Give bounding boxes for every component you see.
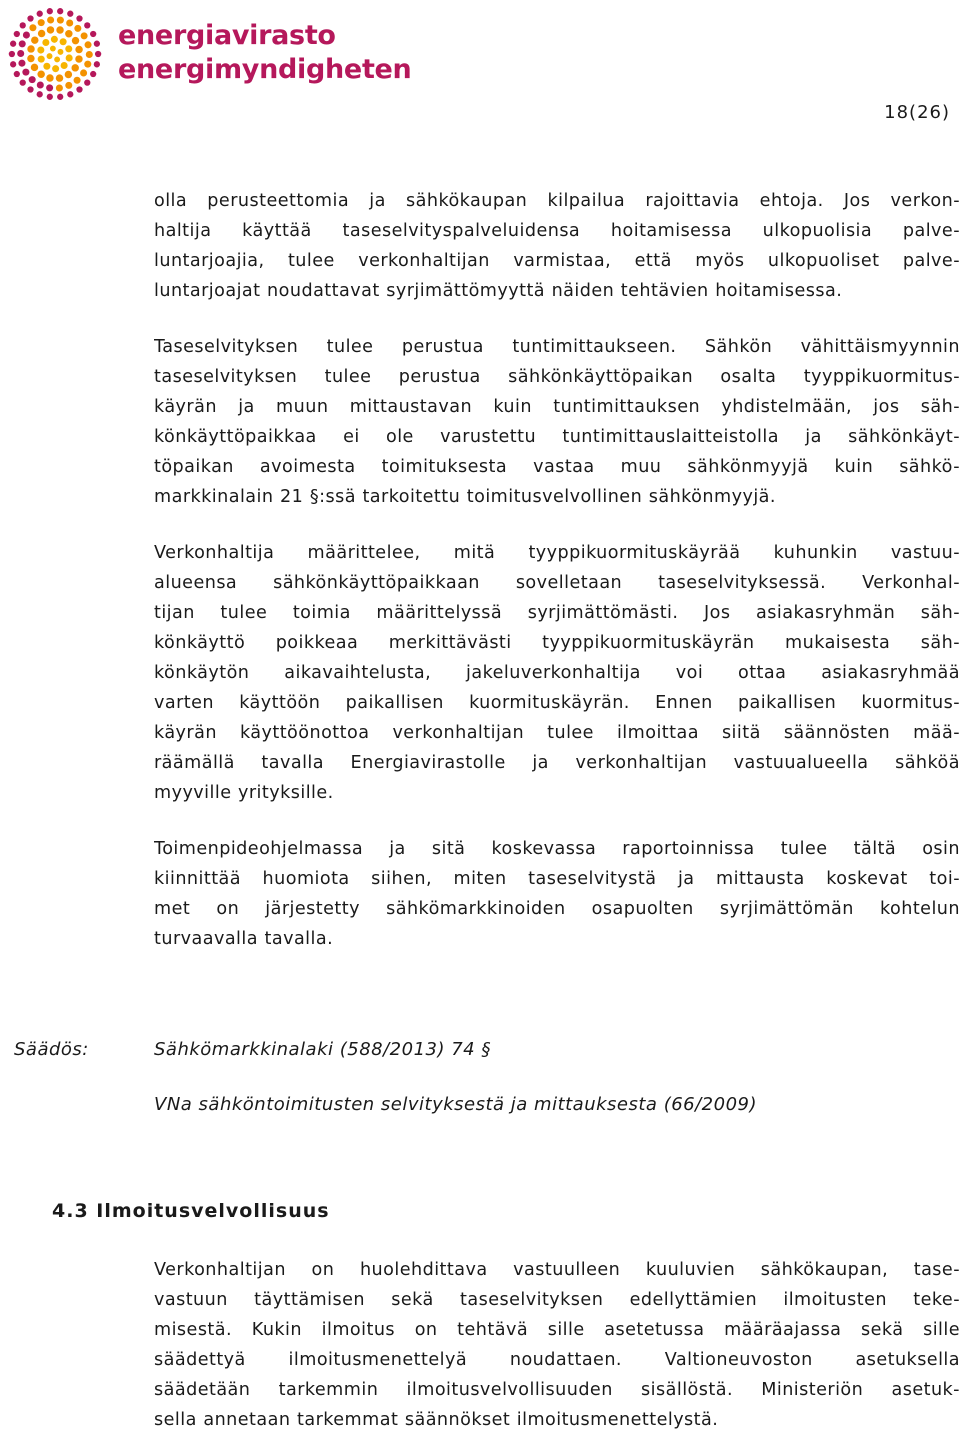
text-line: säädettyä ilmoitusmenettelyä noudattaen. Valtioneuvoston asetuksella bbox=[154, 1350, 960, 1370]
logo-dot bbox=[42, 39, 49, 46]
text-line: Toimenpideohjelmassa ja sitä koskevassa raportoinnissa tulee tältä osin bbox=[154, 839, 960, 859]
logo-dot bbox=[81, 32, 88, 39]
logo-dot bbox=[38, 30, 45, 37]
logo-dot bbox=[90, 71, 96, 77]
logo-dot bbox=[47, 94, 53, 100]
text-line: Verkonhaltijan on huolehdittava vastuulleen kuuluvien sähkökaupan, tase- bbox=[154, 1260, 960, 1280]
text-line: markkinalain 21 §:ssä tarkoitettu toimitusvelvollinen sähkönmyyjä. bbox=[154, 487, 776, 507]
text-line: taseselvityksen tulee perustua sähkönkäyttöpaikan osalta tyyppikuormitus- bbox=[154, 367, 960, 387]
logo-dot bbox=[38, 19, 45, 26]
logo-dot bbox=[20, 79, 26, 85]
logo-dot bbox=[17, 50, 24, 57]
logo-dot bbox=[51, 36, 58, 43]
logo-dot bbox=[58, 49, 64, 55]
section-heading: 4.3 Ilmoitusvelvollisuus bbox=[52, 1200, 330, 1222]
text-line: luntarjoajia, tulee verkonhaltijan varmistaa, että myös ulkopuoliset palve- bbox=[154, 251, 960, 271]
text-line: Verkonhaltija määrittelee, mitä tyyppikuormituskäyrää kuhunkin vastuu- bbox=[154, 543, 960, 563]
logo-dot bbox=[47, 53, 53, 59]
logo-dot bbox=[72, 37, 79, 44]
logo-dot bbox=[50, 46, 56, 52]
logo-dot bbox=[20, 22, 26, 28]
logo-dot bbox=[31, 36, 38, 43]
logo-dot bbox=[74, 77, 81, 84]
text-line: räämällä tavalla Energiavirastolle ja verkonhaltijan vastuualueella sähköä bbox=[154, 753, 960, 773]
logo-dot bbox=[56, 74, 63, 81]
logo-dot bbox=[29, 24, 36, 31]
logo-dot bbox=[74, 25, 81, 32]
logo-dot bbox=[56, 84, 63, 91]
logo-dot bbox=[14, 71, 20, 77]
text-line: könkäyttöpaikkaa ei ole varustettu tuntimittauslaitteistolla ja sähkönkäyt- bbox=[154, 427, 960, 447]
text-line: varten käyttöön paikallisen kuormituskäyrän. Ennen paikallisen kuormitus- bbox=[154, 693, 960, 713]
logo-dot bbox=[29, 76, 36, 83]
regulation-ref: VNa sähköntoimitusten selvityksestä ja mittauksesta (66/2009) bbox=[154, 1094, 758, 1115]
logo-dot bbox=[14, 31, 20, 37]
logo-dot bbox=[37, 47, 44, 54]
text-line: kiinnittää huomiota siihen, miten taseselvitystä ja mittausta koskevat toi- bbox=[154, 869, 960, 889]
logo-line-fi: energiavirasto bbox=[118, 20, 336, 51]
text-line: säädetään tarkemmin ilmoitusvelvollisuuden sisällöstä. Ministeriön asetuk- bbox=[154, 1380, 960, 1400]
logo-dot bbox=[94, 61, 100, 67]
logo-dot bbox=[27, 45, 34, 52]
text-line: turvaavalla tavalla. bbox=[154, 929, 334, 949]
logo-dot bbox=[37, 70, 44, 77]
logo-dot bbox=[66, 54, 73, 61]
logo-dot bbox=[46, 84, 53, 91]
logo-dot bbox=[38, 56, 45, 63]
text-line: vastuun täyttämisen sekä taseselvityksen edellyttämien ilmoitusten teke- bbox=[154, 1290, 960, 1310]
logo-dot bbox=[37, 91, 43, 97]
text-line: könkäyttö poikkeaa merkittävästi tyyppikuormituskäyrän mukaisesta säh- bbox=[154, 633, 960, 653]
logo-dot bbox=[60, 38, 67, 45]
text-line: töpaikan avoimesta toimituksesta vastaa muu sähkönmyyjä kuin sähkö- bbox=[154, 457, 960, 477]
logo-dot bbox=[67, 11, 73, 17]
regulation-ref: Sähkömarkkinalaki (588/2013) 74 § bbox=[154, 1039, 491, 1060]
logo-dot bbox=[95, 51, 101, 57]
logo-dot bbox=[65, 45, 72, 52]
logo-dot bbox=[86, 51, 93, 58]
logo-dot bbox=[27, 55, 34, 62]
logo-dot bbox=[46, 74, 53, 81]
paragraph-3 bbox=[154, 538, 960, 808]
logo-dot bbox=[61, 62, 68, 69]
logo-line-sv: energimyndigheten bbox=[118, 54, 412, 85]
logo-dot bbox=[65, 82, 72, 89]
page-number: 18(26) bbox=[884, 102, 950, 123]
logo-dot bbox=[66, 19, 73, 26]
text-line: olla perusteettomia ja sähkökaupan kilpailua rajoittavia ehtoja. Jos verkon- bbox=[154, 191, 960, 211]
logo-dot bbox=[10, 41, 16, 47]
logo-dot bbox=[9, 51, 15, 57]
text-line: sella annetaan tarkemmat säännökset ilmoitusmenettelystä. bbox=[154, 1410, 719, 1430]
logo bbox=[6, 5, 412, 105]
logo-dot bbox=[47, 26, 54, 33]
logo-dot bbox=[90, 31, 96, 37]
paragraph-1 bbox=[154, 186, 960, 306]
logo-dot bbox=[18, 60, 25, 67]
logo-dot bbox=[84, 22, 90, 28]
logo-dot bbox=[37, 81, 44, 88]
logo-dot bbox=[27, 86, 33, 92]
logo-dot bbox=[27, 15, 33, 21]
logo-dot bbox=[57, 8, 63, 14]
logo-dot bbox=[84, 61, 91, 68]
text-line: käyrän käyttöönottoa verkonhaltijan tulee ilmoittaa siitä säännösten mää- bbox=[154, 723, 960, 743]
logo-dot bbox=[84, 79, 90, 85]
logo-dot bbox=[75, 46, 82, 53]
logo-dot bbox=[76, 15, 82, 21]
regulation-label: Säädös: bbox=[14, 1039, 89, 1060]
logo-dot bbox=[56, 26, 63, 33]
text-line: misestä. Kukin ilmoitus on tehtävä sille asetetussa määräajassa sekä sille bbox=[154, 1320, 960, 1340]
text-line: könkäytön aikavaihtelusta, jakeluverkonhaltija voi ottaa asiakasryhmää bbox=[154, 663, 960, 683]
logo-dot bbox=[57, 17, 64, 24]
text-line: tijan tulee toimia määrittelyssä syrjimättömästi. Jos asiakasryhmän säh- bbox=[154, 603, 960, 623]
paragraph-4 bbox=[154, 834, 960, 954]
logo-dot bbox=[37, 11, 43, 17]
text-line: haltija käyttää taseselvityspalveluidensa hoitamisessa ulkopuolisia palve- bbox=[154, 221, 960, 241]
logo-dot bbox=[10, 61, 16, 67]
logo-dot bbox=[67, 91, 73, 97]
paragraph-2 bbox=[154, 332, 960, 512]
logo-wordmark bbox=[118, 19, 411, 87]
logo-dot bbox=[19, 40, 26, 47]
logo-dot bbox=[52, 65, 59, 72]
logo-dot bbox=[76, 86, 82, 92]
section-paragraph bbox=[154, 1255, 960, 1435]
logo-dot bbox=[85, 41, 92, 48]
logo-dot bbox=[31, 64, 38, 71]
text-line: luntarjoajat noudattavat syrjimättömyyttä näiden tehtävien hoitamisessa. bbox=[154, 281, 843, 301]
logo-dot bbox=[47, 8, 53, 14]
logo-dot bbox=[43, 63, 50, 70]
logo-dot bbox=[54, 57, 60, 63]
logo-dot bbox=[75, 55, 82, 62]
logo-dot bbox=[47, 16, 54, 23]
text-line: Taseselvityksen tulee perustua tuntimittaukseen. Sähkön vähittäismyynnin bbox=[154, 337, 960, 357]
text-line: myyville yrityksille. bbox=[154, 783, 334, 803]
text-line: käyrän ja muun mittaustavan kuin tuntimittauksen yhdistelmään, jos säh- bbox=[154, 397, 960, 417]
text-line: met on järjestetty sähkömarkkinoiden osapuolten syrjimättömän kohtelun bbox=[154, 899, 960, 919]
text-line: alueensa sähkönkäyttöpaikkaan sovelletaan taseselvityksessä. Verkonhal- bbox=[154, 573, 960, 593]
logo-dot bbox=[65, 30, 72, 37]
logo-dot bbox=[94, 41, 100, 47]
logo-dot bbox=[71, 64, 78, 71]
logo-dot bbox=[65, 71, 72, 78]
sun-logo-icon bbox=[6, 5, 104, 103]
logo-dot bbox=[57, 94, 63, 100]
logo-dot bbox=[80, 69, 87, 76]
logo-dot bbox=[23, 32, 30, 39]
logo-dot bbox=[22, 69, 29, 76]
